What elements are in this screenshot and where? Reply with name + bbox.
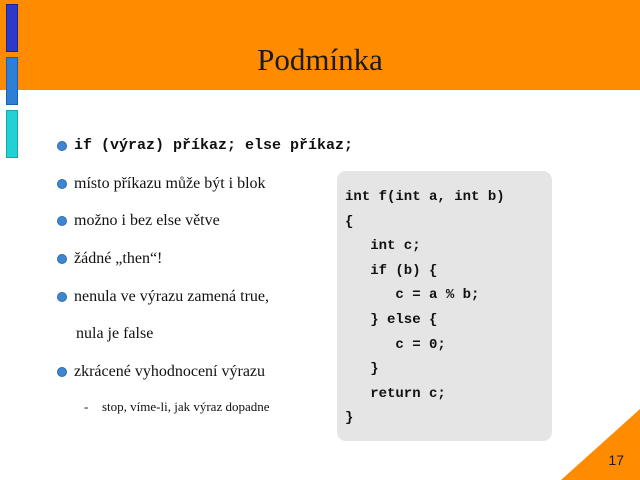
- slide-title: Podmínka: [257, 42, 383, 77]
- bullet-text: místo příkazu může být i blok: [74, 175, 266, 192]
- bullet-continuation: nula je false: [76, 325, 154, 342]
- code-box: [337, 171, 552, 441]
- accent-bar-cyan: [6, 110, 18, 158]
- code-snippet: int f(int a, int b) { int c; if (b) { c = a % b; } else { c = 0; } return c; }: [345, 189, 505, 427]
- bullet-dot-icon: [58, 368, 66, 376]
- bullet-dot-icon: [58, 180, 66, 188]
- bullet-text: if (výraz) příkaz; else příkaz;: [74, 137, 354, 154]
- bullet-text: nenula ve výrazu zamená true,: [74, 288, 270, 305]
- corner-triangle: [561, 409, 640, 480]
- page-number: 17: [608, 452, 624, 468]
- bullet-text: možno i bez else větve: [74, 212, 220, 229]
- bullet-dot-icon: [58, 255, 66, 263]
- bullet-dot-icon: [58, 142, 66, 150]
- bullet-dot-icon: [58, 217, 66, 225]
- dash-icon: -: [84, 399, 89, 414]
- sub-bullet-text: stop, víme-li, jak výraz dopadne: [102, 399, 270, 414]
- bullet-dot-icon: [58, 293, 66, 301]
- bullet-text: žádné „then“!: [74, 250, 163, 267]
- bullet-text: zkrácené vyhodnocení výrazu: [74, 363, 266, 380]
